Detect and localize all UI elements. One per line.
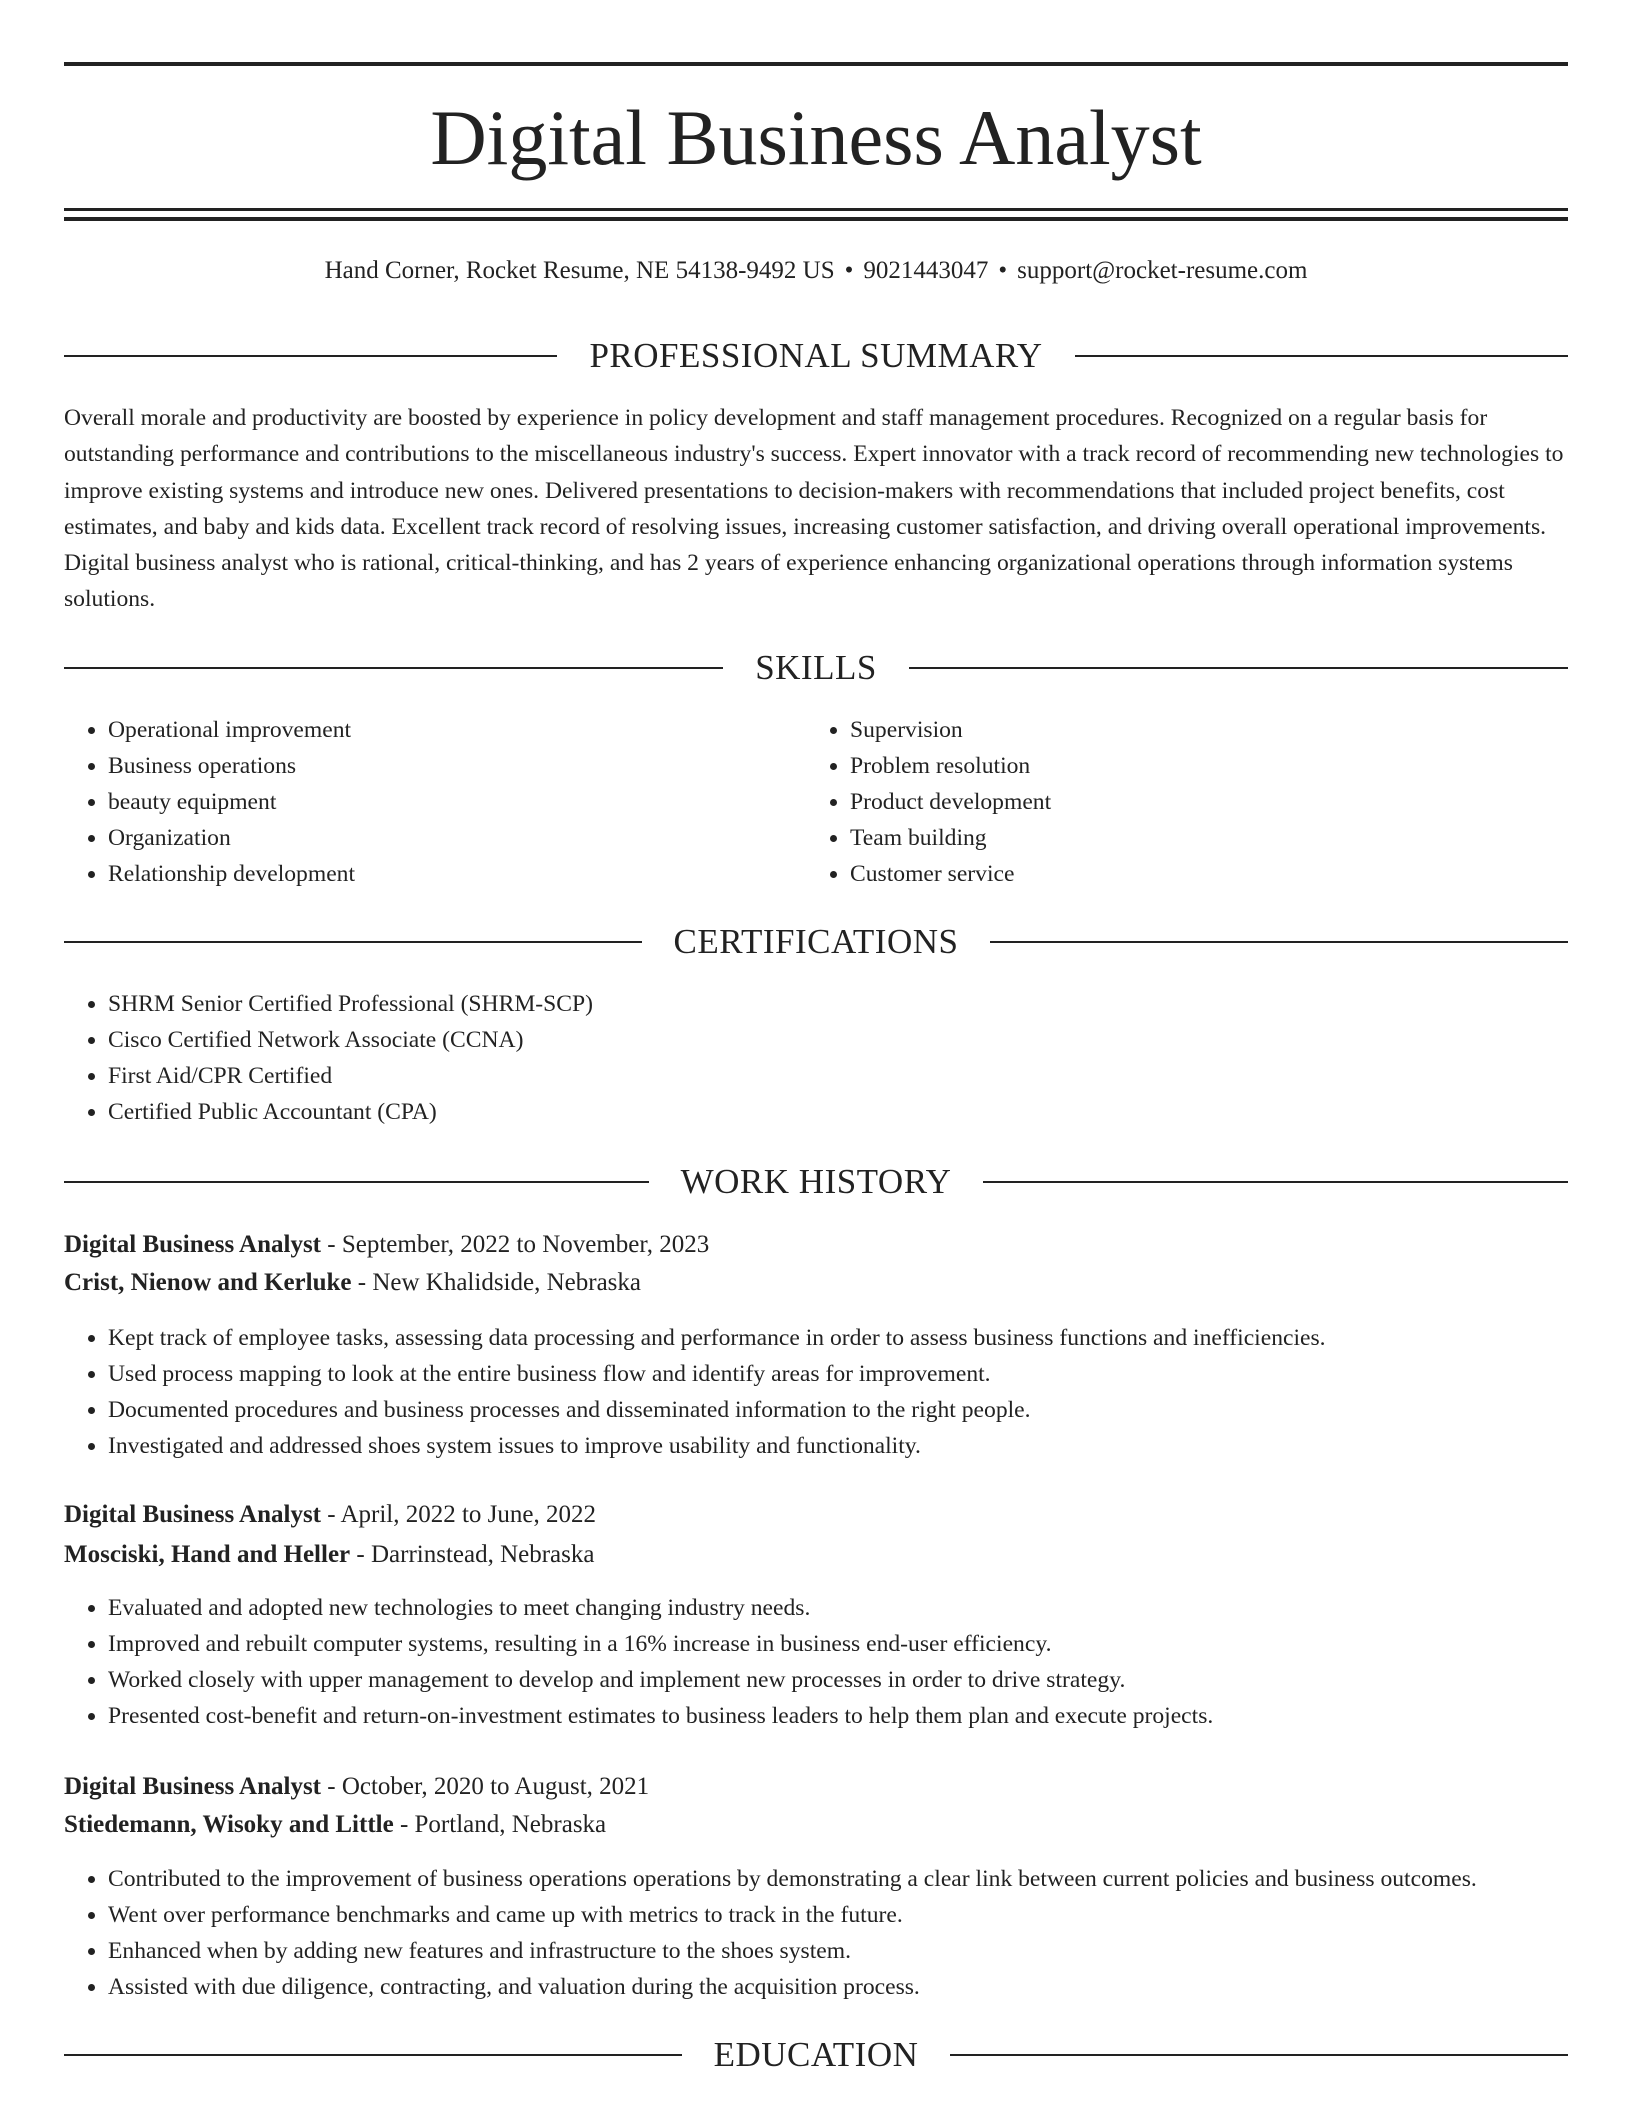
job-bullet: • Went over performance benchmarks and came up with metrics to track in the future. [108,1897,1477,1933]
work-history-heading-label: WORK HISTORY [680,1162,952,1201]
job-company: Stiedemann, Wisoky and Little [64,1811,394,1838]
certification-item: • Certified Public Accountant (CPA) [108,1094,593,1130]
certifications-list [64,986,593,1130]
summary-text: Overall morale and productivity are boosted by experience in policy development and staff management procedures. Recognized on a regular basis for outstanding performance and contributions to the miscellaneous industry's success. Expert innovator with a track record of recommending new technologies to improve existing systems and introduce new ones. Delivered presentations to decision-makers with recommendations that included project benefits, cost estimates, and baby and kids data. Excellent track record of resolving issues, increasing customer satisfaction, and driving overall operational improvements. Digital business analyst who is rational, critical-thinking, and has 2 years of experience enhancing organizational operations through information systems solutions. [64,405,1564,613]
contact-phone: 9021443047 [863,257,989,284]
job-bullets [64,1861,1477,2005]
job-bullet: • Investigated and addressed shoes system issues to improve usability and functionality. [108,1428,1326,1464]
job-bullet: • Contributed to the improvement of business operations operations by demonstrating a clear link between current policies and business outcomes. [108,1861,1477,1897]
work-history-heading [64,1160,1568,1204]
job-dates: - April, 2022 to June, 2022 [321,1501,597,1528]
contact-line [64,255,1568,287]
job-company: Crist, Nienow and Kerluke [64,1269,352,1296]
heading-rule-left [64,1181,649,1183]
job-bullet: • Worked closely with upper management to develop and implement new processes in order to drive strategy. [108,1662,1213,1698]
contact-address: Hand Corner, Rocket Resume, NE 54138-9492 US [324,257,835,284]
heading-rule-right [950,2054,1568,2056]
job-title: Digital Business Analyst [64,1231,322,1258]
job-title-line [64,1227,1568,1263]
certification-item: • SHRM Senior Certified Professional (SHRM-SCP) [108,986,593,1022]
job-bullet: • Used process mapping to look at the entire business flow and identify areas for improvement. [108,1356,1326,1392]
skill-item: • Relationship development [108,856,355,892]
job-title: Digital Business Analyst [64,1773,322,1800]
resume-title: Digital Business Analyst [430,94,1202,181]
top-rule [64,62,1568,66]
certifications-heading [64,920,1568,964]
education-heading [64,2033,1568,2077]
skills-list-right [806,712,1051,892]
job-company-line [64,1537,1568,1573]
job-bullet: • Documented procedures and business processes and disseminated information to the right people. [108,1392,1326,1428]
heading-rule-right [983,1181,1568,1183]
skill-item: • Customer service [850,856,1051,892]
job-bullet: • Enhanced when by adding new features and infrastructure to the shoes system. [108,1933,1477,1969]
job-location: - New Khalidside, Nebraska [351,1269,641,1296]
contact-email: support@rocket-resume.com [1017,257,1308,284]
contact-separator: • [998,257,1008,284]
skill-item: • Supervision [850,712,1051,748]
job-dates: - September, 2022 to November, 2023 [321,1231,710,1258]
skill-item: • beauty equipment [108,784,355,820]
skill-item: • Problem resolution [850,748,1051,784]
job-dates: - October, 2020 to August, 2021 [321,1773,650,1800]
job-title-line [64,1497,1568,1533]
certification-item: • Cisco Certified Network Associate (CCNA) [108,1022,593,1058]
heading-rule-right [909,667,1568,669]
heading-rule-left [64,941,642,943]
heading-rule-left [64,355,557,357]
skill-item: • Organization [108,820,355,856]
job-bullets [64,1320,1326,1464]
certifications-heading-label: CERTIFICATIONS [673,922,959,961]
skill-item: • Team building [850,820,1051,856]
heading-rule-right [1075,355,1568,357]
summary-heading-label: PROFESSIONAL SUMMARY [589,336,1043,375]
education-heading-label: EDUCATION [713,2035,919,2074]
job-bullet: • Presented cost-benefit and return-on-investment estimates to business leaders to help them plan and execute projects. [108,1698,1213,1734]
summary-heading [64,334,1568,378]
skill-item: • Operational improvement [108,712,355,748]
certification-item: • First Aid/CPR Certified [108,1058,593,1094]
heading-rule-left [64,667,723,669]
job-company-line [64,1265,1568,1301]
job-bullet: • Evaluated and adopted new technologies to meet changing industry needs. [108,1590,1213,1626]
skills-heading-label: SKILLS [755,648,877,687]
job-company: Mosciski, Hand and Heller [64,1541,351,1568]
job-bullet: • Kept track of employee tasks, assessing data processing and performance in order to assess business functions and inefficiencies. [108,1320,1326,1356]
skill-item: • Business operations [108,748,355,784]
job-bullets [64,1590,1213,1734]
skills-list-left [64,712,355,892]
job-bullet: • Assisted with due diligence, contracting, and valuation during the acquisition process. [108,1969,1477,2005]
job-location: - Darrinstead, Nebraska [350,1541,595,1568]
heading-rule-left [64,2054,682,2056]
heading-rule-right [990,941,1568,943]
job-company-line [64,1807,1568,1843]
contact-separator: • [844,257,854,284]
title-double-rule [64,208,1568,221]
skills-heading [64,646,1568,690]
skill-item: • Product development [850,784,1051,820]
job-location: - Portland, Nebraska [393,1811,607,1838]
job-title: Digital Business Analyst [64,1501,322,1528]
job-title-line [64,1769,1568,1805]
job-bullet: • Improved and rebuilt computer systems, resulting in a 16% increase in business end-user efficiency. [108,1626,1213,1662]
